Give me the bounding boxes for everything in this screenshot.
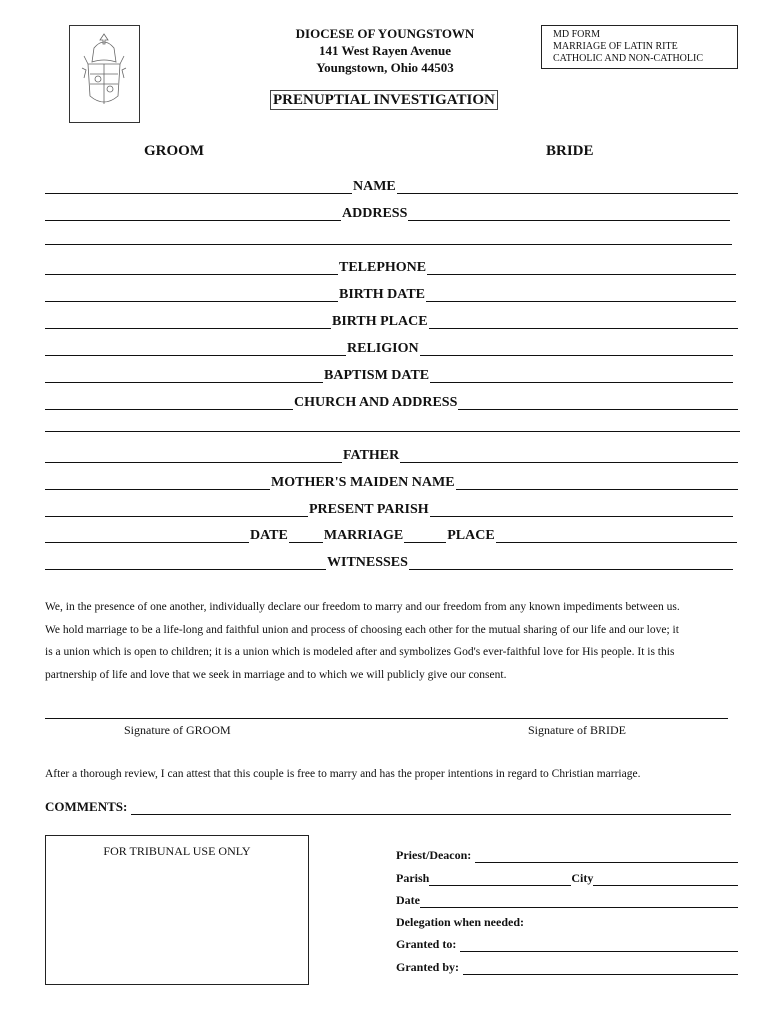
form-type-cont: CATHOLIC AND NON-CATHOLIC	[553, 53, 703, 64]
marriage-date-field-before[interactable]	[45, 530, 249, 543]
groom-column-heading: GROOM	[144, 143, 204, 159]
bride-address-field[interactable]	[408, 208, 730, 221]
address-row	[45, 203, 730, 221]
date-row	[396, 892, 738, 908]
priest-date-field[interactable]	[420, 898, 738, 908]
granted-by-label: Granted by:	[396, 960, 459, 974]
name-row	[45, 176, 738, 194]
granted-to-field[interactable]	[460, 942, 738, 952]
groom-name-field[interactable]	[45, 181, 352, 194]
diocese-header	[270, 25, 500, 76]
bride-baptism-date-field[interactable]	[430, 370, 733, 383]
parish-city-row	[396, 870, 738, 886]
address-continuation-line[interactable]	[45, 244, 732, 245]
groom-signature-label: Signature of GROOM	[124, 723, 231, 737]
marriage-label: MARRIAGE	[323, 528, 404, 543]
bride-birth-date-field[interactable]	[426, 289, 736, 302]
bride-telephone-field[interactable]	[427, 262, 736, 275]
baptism-date-label: BAPTISM DATE	[324, 368, 430, 383]
father-row	[45, 445, 738, 463]
baptism-date-row	[45, 365, 733, 383]
witness-1-field[interactable]	[45, 557, 326, 570]
diocese-seal-icon	[70, 26, 139, 122]
church-address-label: CHURCH AND ADDRESS	[294, 395, 458, 410]
telephone-row	[45, 257, 736, 275]
marriage-date-place-row	[45, 525, 737, 543]
name-label: NAME	[353, 179, 396, 194]
bride-church-field[interactable]	[458, 397, 738, 410]
groom-birth-place-field[interactable]	[45, 316, 331, 329]
birth-date-row	[45, 284, 736, 302]
bride-birth-place-field[interactable]	[429, 316, 738, 329]
birth-date-label: BIRTH DATE	[339, 287, 425, 302]
granted-to-row	[396, 936, 738, 952]
declaration-line-3: is a union which is open to children; it is a union which is modeled after and symbolizes God's ever-faithful love for His people. It is this	[45, 646, 675, 658]
bride-signature-label: Signature of BRIDE	[528, 723, 626, 737]
father-label: FATHER	[343, 448, 400, 463]
granted-to-label: Granted to:	[396, 937, 457, 951]
diocese-street: 141 West Rayen Avenue	[318, 43, 452, 58]
priest-deacon-row	[396, 847, 738, 863]
bride-column-heading: BRIDE	[546, 143, 594, 159]
bride-mother-field[interactable]	[456, 477, 738, 490]
declaration-paragraph	[45, 596, 745, 686]
parish-field[interactable]	[429, 876, 571, 886]
comments-field[interactable]	[131, 804, 731, 815]
diocese-city: Youngstown, Ohio 44503	[316, 60, 454, 75]
mothers-maiden-name-row	[45, 472, 738, 490]
church-continuation-line[interactable]	[45, 431, 740, 432]
groom-telephone-field[interactable]	[45, 262, 338, 275]
delegation-label: Delegation when needed:	[396, 915, 524, 929]
date-label: DATE	[250, 528, 288, 543]
religion-label: RELIGION	[347, 341, 419, 356]
groom-baptism-date-field[interactable]	[45, 370, 323, 383]
bride-father-field[interactable]	[400, 450, 738, 463]
diocese-seal-box	[69, 25, 140, 123]
groom-religion-field[interactable]	[45, 343, 346, 356]
mothers-maiden-name-label: MOTHER'S MAIDEN NAME	[271, 475, 455, 490]
bride-religion-field[interactable]	[420, 343, 733, 356]
groom-father-field[interactable]	[45, 450, 342, 463]
birth-place-row	[45, 311, 738, 329]
attestation-text: After a thorough review, I can attest that this couple is free to marry and has the proper intentions in regard to Christian marriage.	[45, 768, 641, 780]
witnesses-row	[45, 552, 733, 570]
groom-birth-date-field[interactable]	[45, 289, 338, 302]
tribunal-use-box	[45, 835, 309, 985]
form-type-box	[541, 25, 738, 69]
priest-deacon-label: Priest/Deacon:	[396, 848, 472, 862]
bride-name-field[interactable]	[397, 181, 738, 194]
groom-parish-field[interactable]	[45, 504, 308, 517]
religion-row	[45, 338, 733, 356]
groom-church-field[interactable]	[45, 397, 293, 410]
diocese-name: DIOCESE OF YOUNGSTOWN	[295, 26, 475, 41]
bride-parish-field[interactable]	[430, 504, 733, 517]
place-label: PLACE	[447, 528, 495, 543]
form-type: MARRIAGE OF LATIN RITE	[553, 41, 678, 52]
address-label: ADDRESS	[342, 206, 408, 221]
parish-label: Parish	[396, 871, 430, 885]
delegation-row	[396, 914, 738, 930]
present-parish-label: PRESENT PARISH	[309, 502, 429, 517]
declaration-line-2: We hold marriage to be a life-long and faithful union and process of choosing each other for the mutual sharing of our life and our love; it	[45, 623, 679, 636]
comments-row	[45, 799, 731, 815]
declaration-line-4: partnership of life and love that we seek in marriage and to which we will publicly give our consent.	[45, 668, 507, 681]
city-field[interactable]	[593, 876, 738, 886]
groom-mother-field[interactable]	[45, 477, 270, 490]
comments-label: COMMENTS:	[45, 799, 128, 814]
marriage-gap-field[interactable]	[404, 530, 446, 543]
form-title: PRENUPTIAL INVESTIGATION	[270, 90, 498, 110]
form-code: MD FORM	[553, 29, 600, 40]
marriage-date-field[interactable]	[289, 530, 323, 543]
telephone-label: TELEPHONE	[339, 260, 427, 275]
tribunal-use-label: FOR TRIBUNAL USE ONLY	[103, 844, 251, 858]
granted-by-row	[396, 959, 738, 975]
granted-by-field[interactable]	[463, 965, 738, 975]
signature-line[interactable]	[45, 718, 728, 719]
city-label: City	[571, 871, 594, 885]
declaration-line-1: We, in the presence of one another, individually declare our freedom to marry and our freedom from any known impediments between us.	[45, 601, 680, 613]
priest-date-label: Date	[396, 893, 420, 907]
church-address-row	[45, 392, 738, 410]
present-parish-row	[45, 499, 733, 517]
marriage-place-field[interactable]	[496, 530, 737, 543]
groom-address-field[interactable]	[45, 208, 341, 221]
birth-place-label: BIRTH PLACE	[332, 314, 428, 329]
witness-2-field[interactable]	[409, 557, 733, 570]
witnesses-label: WITNESSES	[327, 555, 408, 570]
priest-deacon-field[interactable]	[475, 853, 738, 863]
